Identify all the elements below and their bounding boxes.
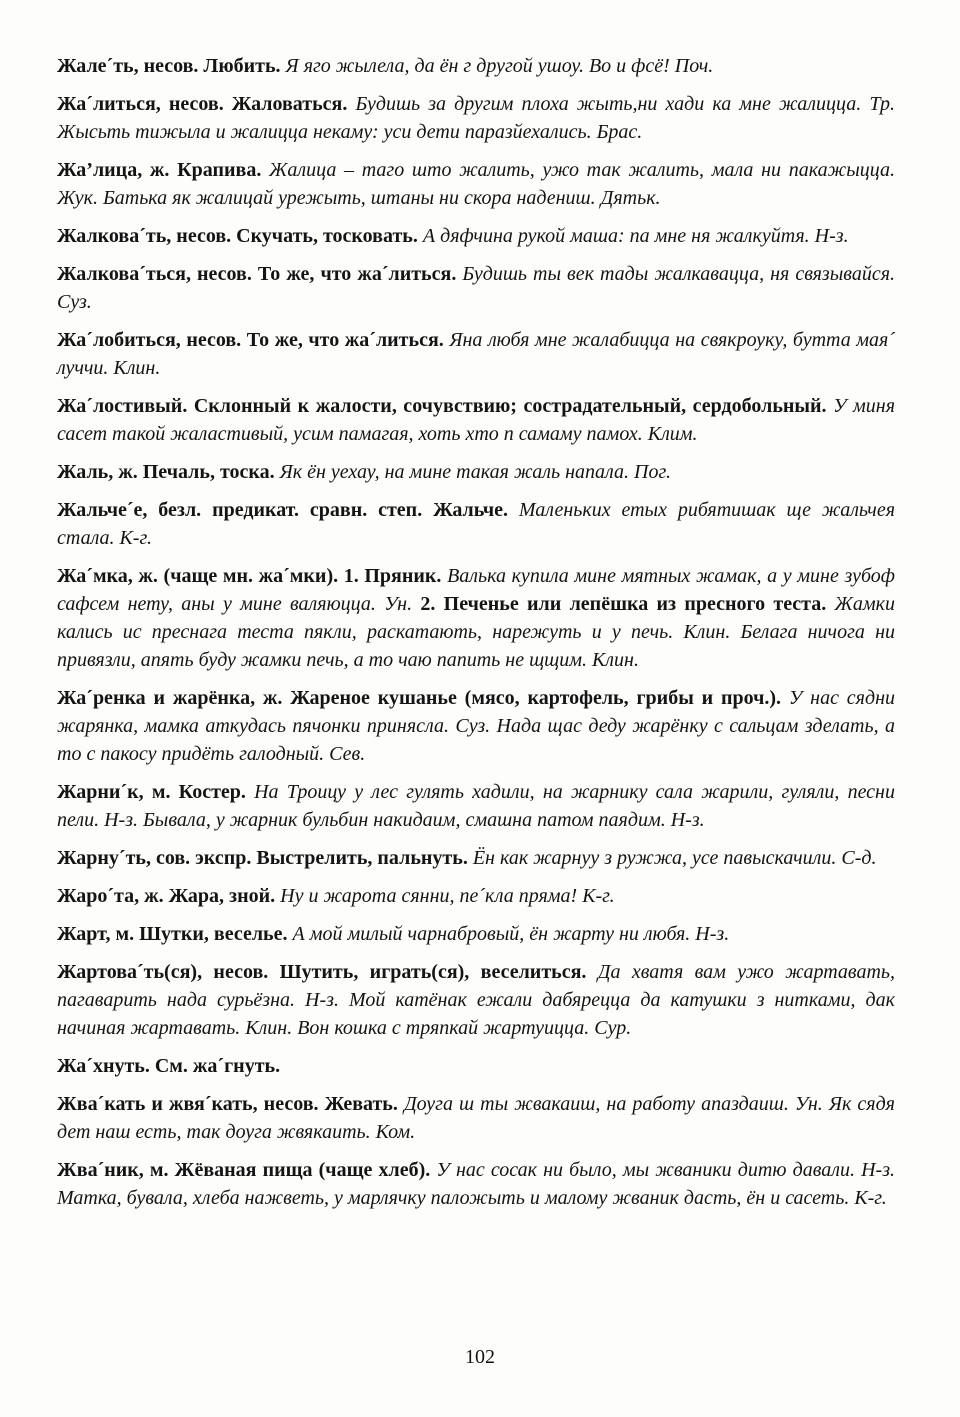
entry-example-text: У нас сосак ни было, мы жваники дитю давали. Н-з. Матка, бувала, хлеба нажветь, у марлячку паложыть и малому жваник дасть, ён и сасеть. К-г. [57,1159,895,1209]
dictionary-entry [57,52,895,80]
entry-example-text: Доуга ш ты жвакаиш, на работу апаздаиш. Ун. Як сядя дет наш есть, так доуга жвякаить. Ком. [57,1093,895,1143]
entry-example-text: Яна любя мне жалабицца на свякроуку, бутта мая´ луччи. Клин. [57,329,895,379]
dictionary-entry [57,882,895,910]
entry-example-text: Ну и жарота сянни, пе´кла пряма! К-г. [280,885,615,907]
entry-example-text: Як ён уехау, на мине такая жаль напала. Пог. [279,461,671,483]
entry-headword-text: Жале´ть, несов. Любить. [57,55,286,77]
entry-headword-text: Жарну´ть, сов. экспр. Выстрелить, пальнуть. [57,847,473,869]
dictionary-entry [57,496,895,552]
entry-example-text: Будишь ты век тады жалкавацца, ня связывайся. Суз. [57,263,895,313]
dictionary-entry [57,778,895,834]
entry-example-text: Ён как жарнуу з ружжа, усе павыскачили. С-д. [472,847,877,869]
entry-headword-text: Жа´мка, ж. (чаще мн. жа´мки). 1. Пряник. [57,565,448,587]
entry-example-text: Жалица – таго што жалить, ужо так жалить, мала ни пакажыцца. Жук. Батька як жалицай урежыть, штаны ни скора надениш. Дятьк. [57,159,895,209]
entry-example-text: У миня сасет такой жаластивый, усим памагая, хоть хто п самаму памох. Клим. [57,395,895,445]
entry-headword-text: Жа´лобиться, несов. То же, что жа´литься. [57,329,450,351]
dictionary-entry [57,1052,895,1080]
entry-example-text: Я яго жылела, да ён г другой ушоу. Во и фсё! Поч. [285,55,714,77]
entry-example-text: На Троицу у лес гулять хадили, на жарнику сала жарили, гуляли, песни пели. Н-з. Бывала, у жарник бульбин накидаим, смашна патом паядим. Н-з. [57,781,895,831]
text-block [57,52,895,1222]
dictionary-entry [57,1156,895,1212]
dictionary-entry [57,392,895,448]
entry-headword-text: Жарт, м. Шутки, веселье. [57,923,293,945]
entry-headword-text: Жаль, ж. Печаль, тоска. [57,461,280,483]
entry-example-text: Валька купила мине мятных жамак, а у мине зубоф сафсем нету, аны у мине валяюцца. Ун. [57,565,895,615]
entry-headword-text: Жа´литься, несов. Жаловаться. [57,93,356,115]
entry-headword-text: Жалкова´ться, несов. То же, что жа´литься. [57,263,463,285]
entry-example-text: Маленьких етых рибятишак ще жальчея стала. К-г. [57,499,895,549]
dictionary-entry [57,90,895,146]
dictionary-entry [57,326,895,382]
entry-headword-text: Жаро´та, ж. Жара, зной. [57,885,281,907]
dictionary-entry [57,260,895,316]
entry-headword-text: Жартова´ть(ся), несов. Шутить, играть(ся), веселиться. [57,961,598,983]
entry-headword-text: Жа´ренка и жарёнка, ж. Жареное кушанье (мясо, картофель, грибы и проч.). [57,687,789,709]
entry-example-text: А дяфчина рукой маша: па мне ня жалкуйтя. Н-з. [422,225,849,247]
entry-headword-text: Жа’лица, ж. Крапива. [57,159,270,181]
dictionary-entry [57,458,895,486]
entry-example-text: Жамки кались ис преснага теста пякли, раскатають, нарежуть и у печь. Клин. Белага ничога ни привязли, апять буду жамки печь, а то чаю папить не щщим. Клин. [57,593,895,671]
dictionary-entry [57,920,895,948]
entry-headword-text: Жва´ник, м. Жёваная пища (чаще хлеб). [57,1159,437,1181]
entry-headword-text: Жа´лостивый. Склонный к жалости, сочувствию; сострадательный, сердобольный. [57,395,834,417]
entry-example-text: Да хватя вам ужо жартавать, пагаварить нада сурьёзна. Н-з. Мой катёнак ежали дабярецца да катушки з нитками, дак начиная жартавать. Клин. Вон кошка с тряпкай жартуицца. Сур. [57,961,895,1039]
entry-example-text: Будишь за другим плоха жыть,ни хади ка мне жалицца. Тр. Жысьть тижыла и жалицца некаму: уси дети паразйехались. Брас. [57,93,895,143]
entry-headword-text: Жалкова´ть, несов. Скучать, тосковать. [57,225,423,247]
dictionary-entry [57,222,895,250]
page-number: 102 [465,1346,495,1368]
entry-headword-text: Жарни´к, м. Костер. [57,781,255,803]
dictionary-entry [57,958,895,1042]
entry-headword-text: Жальче´е, безл. предикат. сравн. степ. Жальче. [57,499,519,521]
entry-headword-text: Жва´кать и жвя´кать, несов. Жевать. [57,1093,404,1115]
entry-example-text: А мой милый чарнабровый, ён жарту ни любя. Н-з. [292,923,730,945]
dictionary-entry [57,844,895,872]
entry-headword-text: Жа´хнуть. См. жа´гнуть. [57,1055,281,1077]
dictionary-entry [57,156,895,212]
dictionary-entry [57,562,895,674]
dictionary-entry [57,1090,895,1146]
entry-example-text: У нас сядни жарянка, мамка аткудась пячонки принясла. Суз. Нада щас деду жарёнку с сальцам зделать, а то с пакосу придёть галодный. Сев. [57,687,895,765]
dictionary-entry [57,684,895,768]
entry-headword-text: 2. Печенье или лепёшка из пресного теста. [420,593,835,615]
